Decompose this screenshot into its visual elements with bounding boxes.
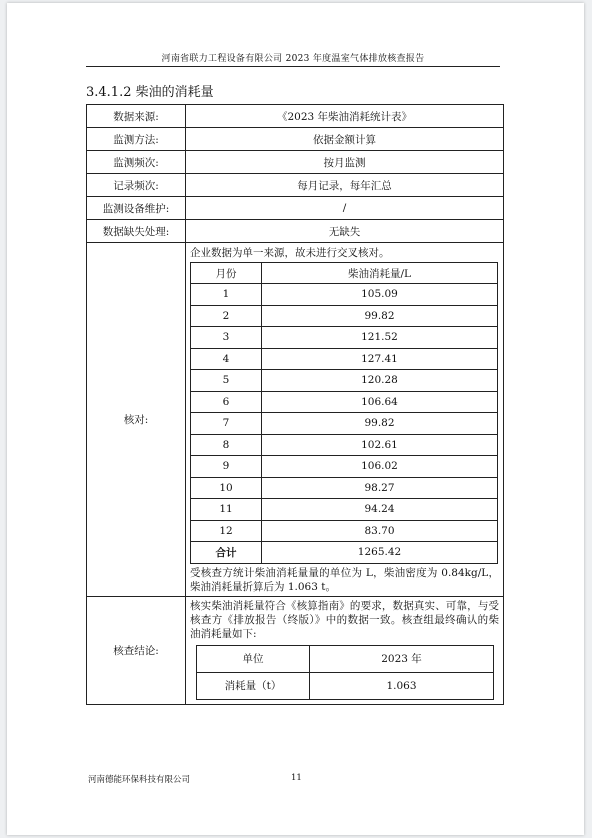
info-row	[87, 105, 504, 128]
table-row	[197, 672, 494, 699]
table-row	[191, 477, 498, 499]
month-cell: 11	[191, 499, 262, 521]
total-value: 1265.42	[262, 542, 498, 564]
column-header-unit: 单位	[197, 645, 310, 672]
diesel-consumption-table	[86, 104, 504, 705]
row-label: 监测设备维护:	[87, 197, 186, 220]
month-cell: 2	[191, 305, 262, 327]
consumption-value-cell: 1.063	[310, 672, 494, 699]
table-row	[191, 348, 498, 370]
row-label: 监测频次:	[87, 151, 186, 174]
footer-company: 河南德能环保科技有限公司	[88, 775, 191, 785]
column-header-year: 2023 年	[310, 645, 494, 672]
table-row	[191, 305, 498, 327]
table-header-row	[191, 263, 498, 284]
month-cell: 7	[191, 413, 262, 435]
month-cell: 8	[191, 434, 262, 456]
table-row	[191, 370, 498, 392]
info-row	[87, 220, 504, 243]
month-cell: 6	[191, 391, 262, 413]
section-title: 3.4.1.2 柴油的消耗量	[86, 85, 214, 100]
table-row	[191, 520, 498, 542]
monthly-diesel-table	[190, 262, 498, 564]
row-value: 按月监测	[186, 151, 504, 174]
verification-intro: 企业数据为单一来源，故未进行交叉核对。	[190, 247, 390, 259]
conclusion-label: 核查结论:	[87, 596, 186, 704]
table-row	[191, 499, 498, 521]
table-row	[191, 456, 498, 478]
table-row	[191, 434, 498, 456]
verification-note: 受核查方统计柴油消耗量量的单位为 L，柴油密度为 0.84kg/L，柴油消耗量折算后为 1.063 t。	[190, 566, 499, 593]
consumption-cell: 127.41	[262, 348, 498, 370]
total-row	[191, 542, 498, 564]
column-header-diesel: 柴油消耗量/L	[262, 263, 498, 284]
consumption-cell: 94.24	[262, 499, 498, 521]
verification-label: 核对:	[87, 243, 186, 597]
consumption-cell: 106.02	[262, 456, 498, 478]
consumption-cell: 102.61	[262, 434, 498, 456]
info-row	[87, 151, 504, 174]
consumption-cell: 105.09	[262, 284, 498, 306]
row-label: 记录频次:	[87, 174, 186, 197]
table-row	[191, 327, 498, 349]
consumption-cell: 120.28	[262, 370, 498, 392]
total-label: 合计	[191, 542, 262, 564]
month-cell: 4	[191, 348, 262, 370]
conclusion-row	[87, 596, 504, 704]
consumption-cell: 98.27	[262, 477, 498, 499]
row-value: 依据金额计算	[186, 128, 504, 151]
conclusion-content	[186, 596, 504, 704]
consumption-unit-cell: 消耗量（t）	[197, 672, 310, 699]
row-label: 数据来源:	[87, 105, 186, 128]
row-value: 无缺失	[186, 220, 504, 243]
consumption-cell: 99.82	[262, 305, 498, 327]
column-header-month: 月份	[191, 263, 262, 284]
table-row	[191, 284, 498, 306]
row-label: 监测方法:	[87, 128, 186, 151]
info-row	[87, 174, 504, 197]
consumption-cell: 121.52	[262, 327, 498, 349]
conclusion-text: 核实柴油消耗量符合《核算指南》的要求，数据真实、可靠，与受核查方《排放报告（终版）》中的数据一致。核查组最终确认的柴油消耗量如下:	[190, 599, 499, 640]
page-number: 11	[291, 773, 302, 783]
page-header: 河南省联力工程设备有限公司 2023 年度温室气体排放核查报告	[86, 51, 500, 67]
info-row	[87, 128, 504, 151]
row-value: 每月记录，每年汇总	[186, 174, 504, 197]
month-cell: 10	[191, 477, 262, 499]
row-label: 数据缺失处理:	[87, 220, 186, 243]
table-row	[191, 391, 498, 413]
month-cell: 12	[191, 520, 262, 542]
consumption-cell: 106.64	[262, 391, 498, 413]
month-cell: 9	[191, 456, 262, 478]
confirmed-consumption-table	[196, 645, 494, 700]
verification-row	[87, 243, 504, 597]
month-cell: 5	[191, 370, 262, 392]
row-value: /	[186, 197, 504, 220]
month-cell: 3	[191, 327, 262, 349]
consumption-cell: 83.70	[262, 520, 498, 542]
row-value: 《2023 年柴油消耗统计表》	[186, 105, 504, 128]
month-cell: 1	[191, 284, 262, 306]
info-row	[87, 197, 504, 220]
consumption-cell: 99.82	[262, 413, 498, 435]
verification-content	[186, 243, 504, 597]
table-header-row	[197, 645, 494, 672]
table-row	[191, 413, 498, 435]
